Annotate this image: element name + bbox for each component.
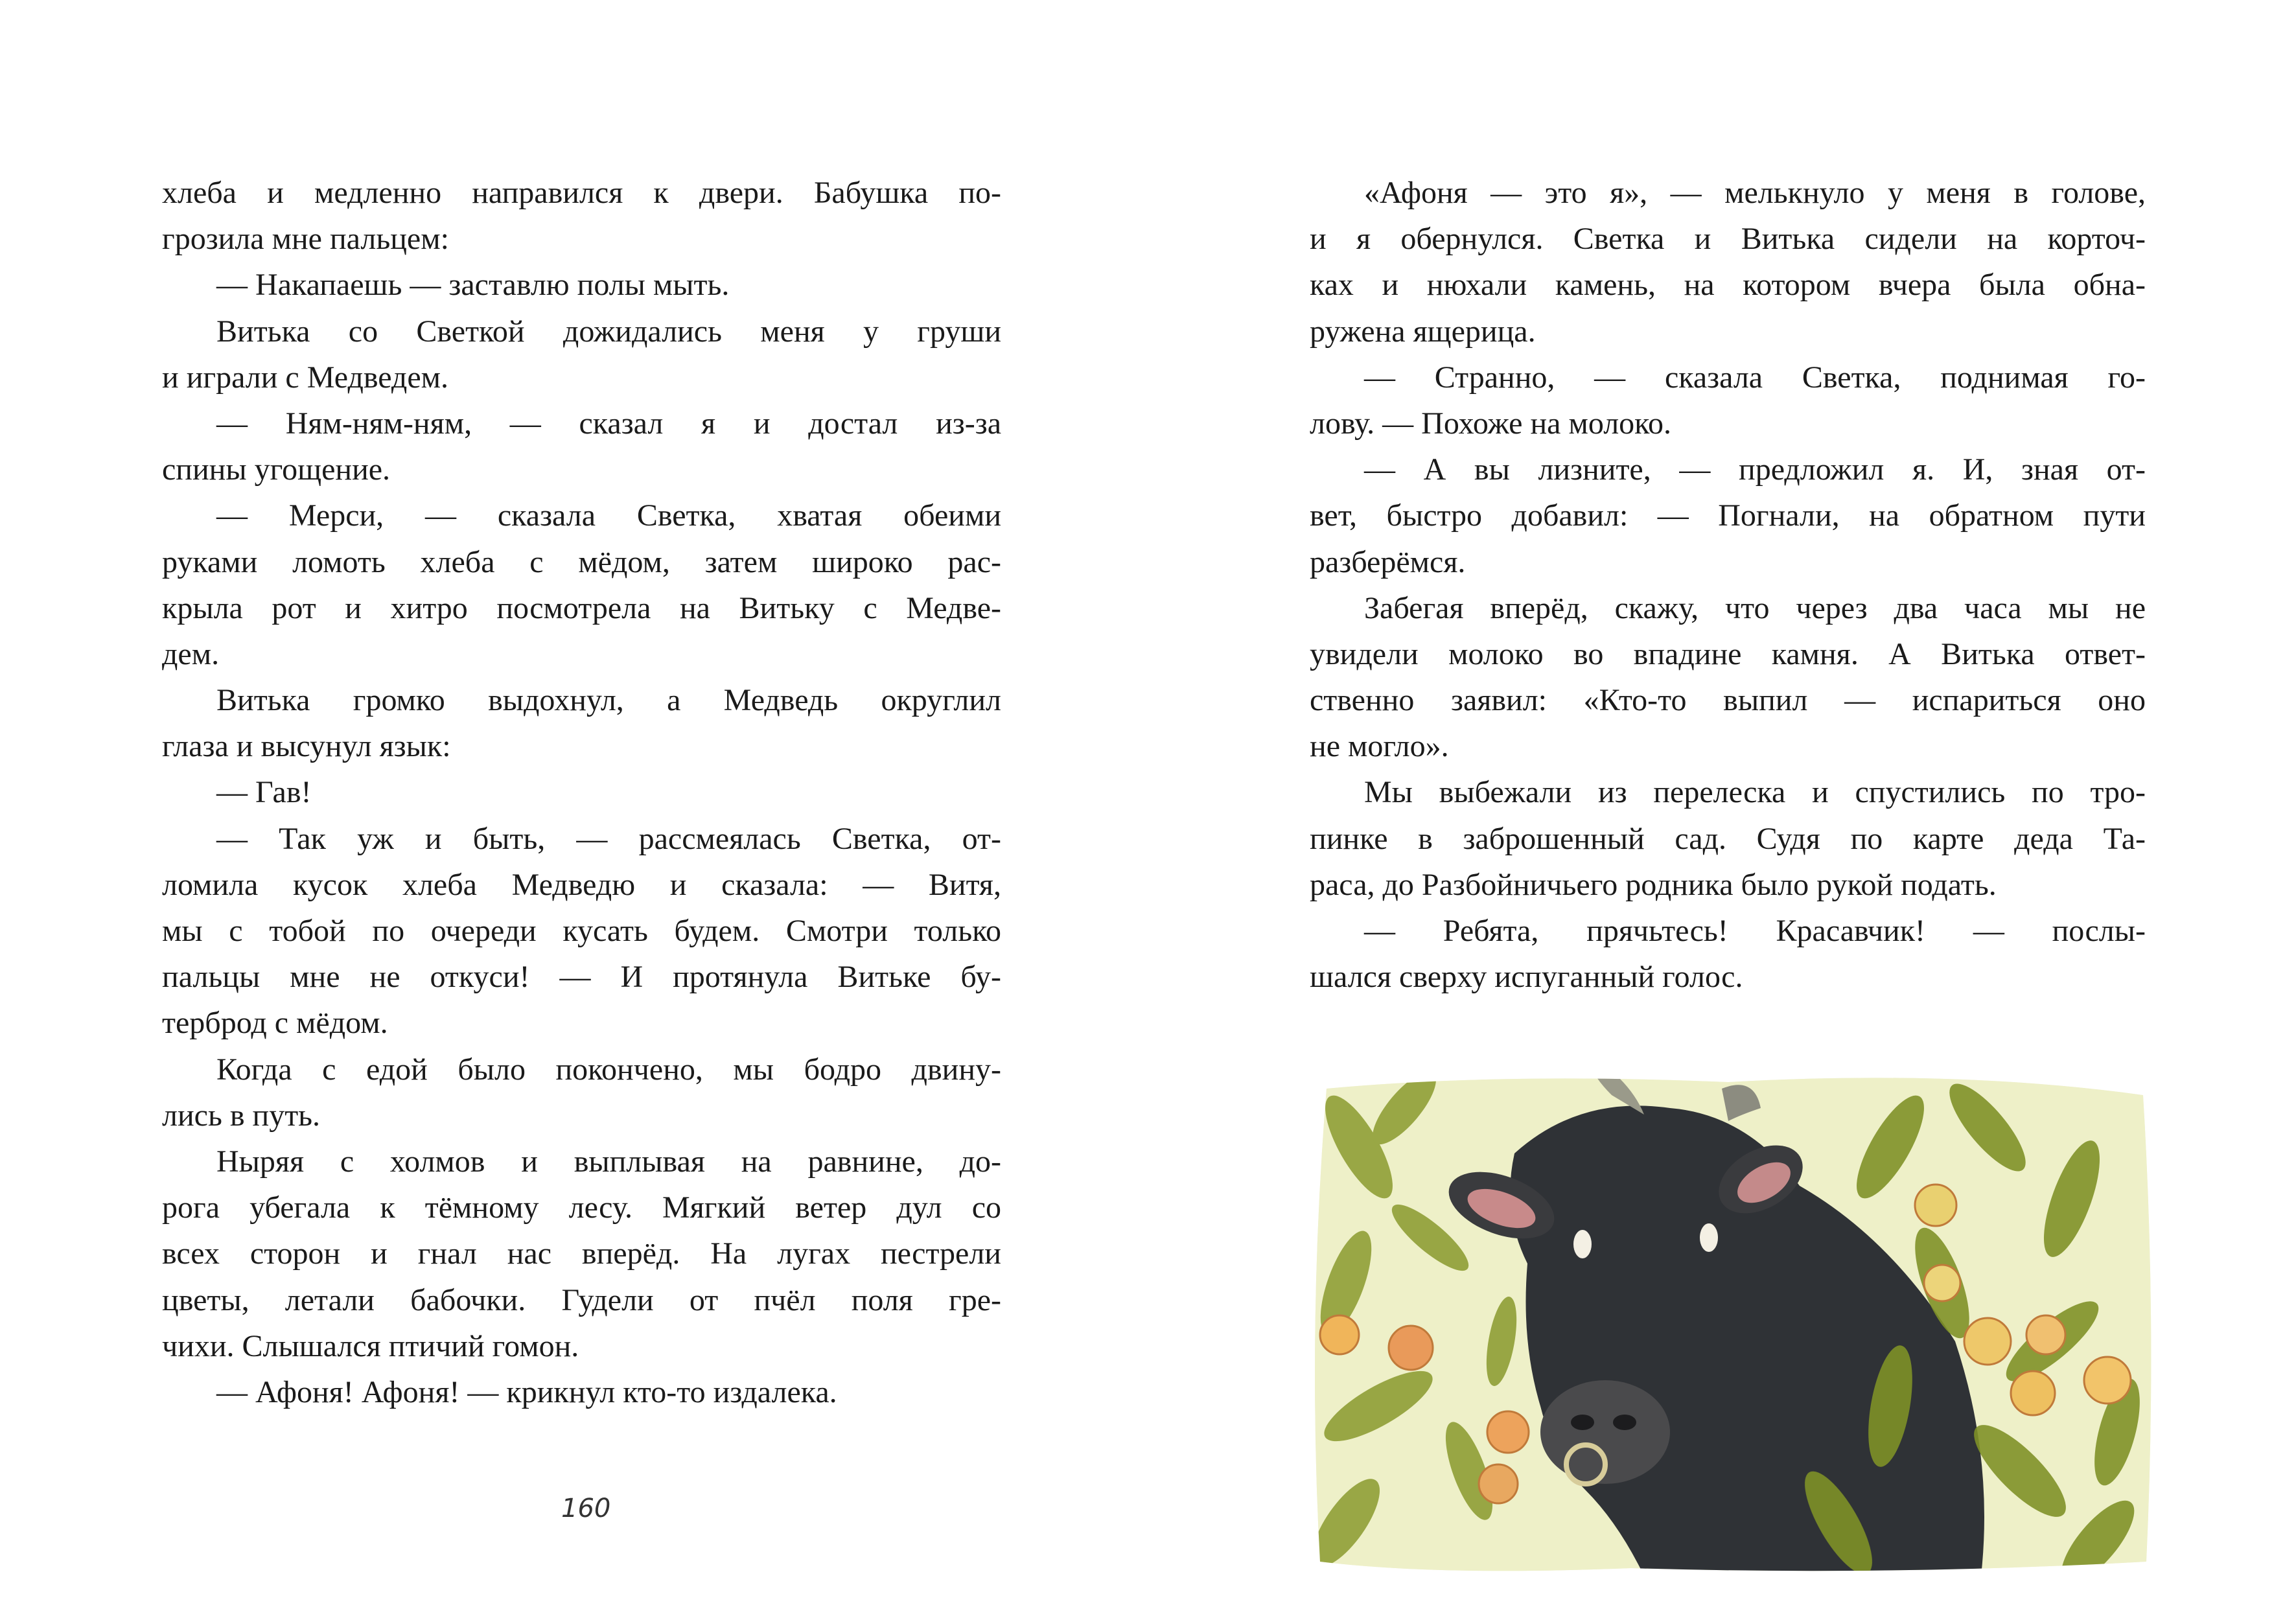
text-line: — Афоня! Афоня! — крикнул кто-то издалека. xyxy=(216,1374,837,1409)
text-line: Витька громко выдохнул, а Медведь округлил xyxy=(216,683,1001,718)
text-line: вет, быстро добавил: — Погнали, на обратном пути xyxy=(1310,498,2146,533)
text-line: Ныряя с холмов и выплывая на равнине, до- xyxy=(216,1144,1001,1179)
text-line: Мы выбежали из перелеска и спустились по тро- xyxy=(1364,775,2146,810)
text-line: ломила кусок хлеба Медведю и сказала: — Витя, xyxy=(162,867,1001,902)
text-line: разберёмся. xyxy=(1310,544,1466,579)
text-line: Забегая вперёд, скажу, что через два часа мы не xyxy=(1364,590,2146,625)
bull-illustration xyxy=(1307,1069,2157,1576)
text-line: не могло». xyxy=(1310,729,1449,764)
text-line: — Гав! xyxy=(216,775,312,810)
text-line: терброд с мёдом. xyxy=(162,1006,388,1041)
text-line: чихи. Слышался птичий гомон. xyxy=(162,1328,579,1363)
text-line: — А вы лизните, — предложил я. И, зная от- xyxy=(1364,452,2146,487)
text-line: ственно заявил: «Кто-то выпил — испариться оно xyxy=(1310,683,2146,718)
text-line: всех сторон и гнал нас вперёд. На лугах пестрели xyxy=(162,1236,1001,1271)
text-line: спины угощение. xyxy=(162,452,391,487)
text-line: Витька со Светкой дожидались меня у груши xyxy=(216,314,1001,349)
page-number: 160 xyxy=(561,1494,611,1523)
text-line: — Накапаешь — заставлю полы мыть. xyxy=(216,268,730,303)
text-line: глаза и высунул язык: xyxy=(162,729,451,764)
text-line: руками ломоть хлеба с мёдом, затем широко рас- xyxy=(162,544,1001,579)
text-line: — Так уж и быть, — рассмеялась Светка, от- xyxy=(216,821,1001,856)
text-line: — Ням-ням-ням, — сказал я и достал из-за xyxy=(216,406,1001,441)
text-line: шался сверху испуганный голос. xyxy=(1310,960,1743,995)
text-line: грозила мне пальцем: xyxy=(162,222,449,257)
text-line: — Мерси, — сказала Светка, хватая обеими xyxy=(216,498,1001,533)
text-line: мы с тобой по очереди кусать будем. Смотри только xyxy=(162,914,1001,948)
text-line: «Афоня — это я», — мелькнуло у меня в голове, xyxy=(1364,176,2146,210)
text-line: рога убегала к тёмному лесу. Мягкий ветер дул со xyxy=(162,1190,1001,1225)
right-page-text xyxy=(1310,170,2146,1000)
text-line: увидели молоко во впадине камня. А Витька ответ- xyxy=(1310,636,2146,671)
text-line: Когда с едой было покончено, мы бодро двину- xyxy=(216,1052,1001,1087)
text-line: и я обернулся. Светка и Витька сидели на корточ- xyxy=(1310,222,2146,257)
text-line: лову. — Похоже на молоко. xyxy=(1310,406,1672,441)
text-line: лись в путь. xyxy=(162,1098,321,1133)
text-line: хлеба и медленно направился к двери. Бабушка по- xyxy=(162,176,1001,210)
text-line: ках и нюхали камень, на котором вчера была обна- xyxy=(1310,268,2146,303)
text-line: цветы, летали бабочки. Гудели от пчёл поля гре- xyxy=(162,1282,1001,1317)
text-line: пальцы мне не откуси! — И протянула Витьке бу- xyxy=(162,960,1001,995)
text-line: крыла рот и хитро посмотрела на Витьку с Медве- xyxy=(162,590,1001,625)
text-line: пинке в заброшенный сад. Судя по карте деда Та- xyxy=(1310,821,2146,856)
text-line: и играли с Медведем. xyxy=(162,360,449,395)
text-line: — Ребята, прячьтесь! Красавчик! — послы- xyxy=(1364,914,2146,948)
text-line: дем. xyxy=(162,636,220,671)
text-line: ружена ящерица. xyxy=(1310,314,1536,349)
left-page-text xyxy=(162,170,1001,1415)
text-line: раса, до Разбойничьего родника было рукой подать. xyxy=(1310,867,1997,902)
text-line: — Странно, — сказала Светка, поднимая го- xyxy=(1364,360,2146,395)
